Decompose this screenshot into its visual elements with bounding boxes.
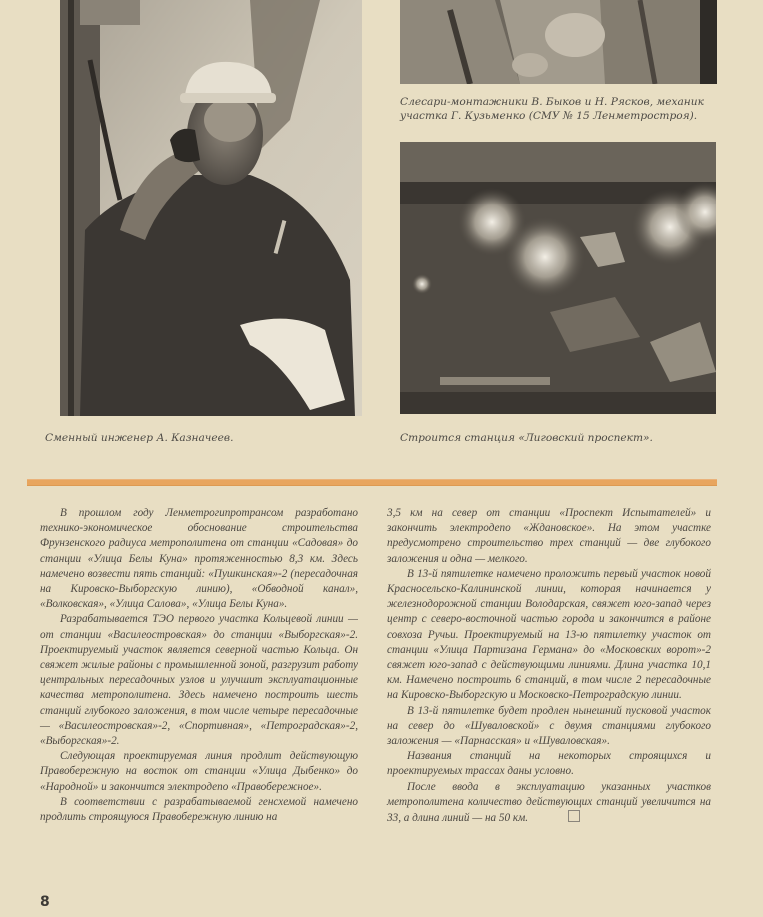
article-column-right <box>387 506 711 826</box>
photo-station-construction <box>400 142 716 414</box>
caption-station: Строится станция «Лиговский проспект». <box>400 432 653 444</box>
article-column-left <box>40 506 358 825</box>
paragraph: 3,5 км на север от станции «Проспект Испытателей» и закончить электродепо «Ждановское». На этом участке предусмотрено строительство трех станций — две глубокого заложения и одна — мелкого. <box>387 507 711 565</box>
paragraph: Следующая проектируемая линия продлит действующую Правобережную на восток от станции «Улица Дыбенко» до «Народной» и закончится электродепо «Правобережное». <box>40 750 358 793</box>
paragraph: Названия станций на некоторых строящихся и проектируемых трассах даны условно. <box>387 750 711 778</box>
photo-fitters <box>400 0 717 84</box>
caption-engineer: Сменный инженер А. Казначеев. <box>45 432 234 444</box>
paragraph: В соответствии с разрабатываемой генсхемой намечено продлить строящуюся Правобережную линию на <box>40 795 358 824</box>
page-number: 8 <box>40 894 50 910</box>
paragraph: В прошлом году Ленметрогипротрансом разработано технико-экономическое обоснование строительства Фрунзенского радиуса метрополитена от станции «Садовая» до станции «Улица Белы Куна» протяженностью 8,3 км. Здесь намечено возвести пять станций: «Пушкинская»-2 (пересадочная на Кировско-Выборгскую линию), «Обводной канал», «Волковская», «Улица Салова», «Улица Белы Куна». <box>40 507 358 611</box>
paragraph: В 13-й пятилетке намечено проложить первый участок новой Красносельско-Калининской линии, которая начинается у железнодорожной станции Володарская, свяжет юго-запад через центр с северо-восточной частью города и закончится в районе совхоза Ручьи. Проектируемый на 13-ю пятилетку участок от станции «Улица Партизана Германа» до «Московских ворот»-2 свяжет юго-запад с действующими линиями. Длина участка 10,1 км. Намечено построить 6 станций, в том числе 2 пересадочные на Кировско-Выборгскую и Московско-Петроградскую линии. <box>387 567 711 702</box>
paragraph-text: После ввода в эксплуатацию указанных участков метрополитена количество действующих станций увеличится на 33, а длина линий — на 50 км. <box>387 780 711 825</box>
photo-engineer <box>60 0 362 416</box>
paragraph: В 13-й пятилетке будет продлен нынешний пусковой участок на север до «Шуваловской» с двумя станциями глубокого заложения — «Парнасская» и «Шуваловская». <box>387 704 711 748</box>
paragraph-final <box>387 780 711 827</box>
paragraph: Разрабатывается ТЭО первого участка Кольцевой линии — от станции «Василеостровская» до станции «Выборгская»-2. Проектируемый участок является северной частью Кольца. Он свяжет жилые районы с промышленной зоной, разгрузит работу центральных пересадочных узлов и улучшит эксплуатационные качества метрополитена. Здесь намечено построить шесть станций глубокого заложения, в том числе четыре пересадочные — «Василеостровская»-2, «Спортивная», «Петроградская»-2, «Выборгская»-2. <box>40 613 358 748</box>
section-divider <box>27 479 717 486</box>
end-of-article-mark-icon <box>568 810 580 822</box>
caption-fitters: Слесари-монтажники В. Быков и Н. Рясков, механик участка Г. Кузьменко (СМУ № 15 Ленметростроя). <box>400 96 704 122</box>
